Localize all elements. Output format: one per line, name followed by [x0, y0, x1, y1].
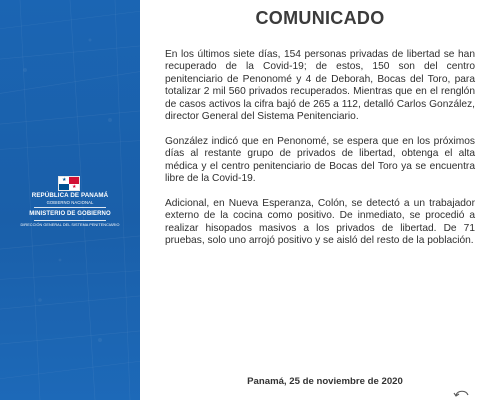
direccion-label: DIRECCIÓN GENERAL DEL SISTEMA PENITENCIARIO [20, 223, 120, 227]
document-body [165, 49, 475, 260]
curl-arrow-icon [453, 389, 471, 400]
sidebar-panel [0, 0, 140, 400]
dateline: Panamá, 25 de noviembre de 2020 [247, 376, 403, 387]
paragraph: González indicó que en Penonomé, se espera que en los próximos días al restante grupo de privados de libertad, obtenga el alta médica y el centro penitenciario de Bocas del Toro ya se encuentra libre de la Covid-19. [165, 135, 475, 185]
divider [34, 207, 106, 208]
gobierno-nacional-label: GOBIERNO NACIONAL [46, 200, 94, 205]
ministerio-label: MINISTERIO DE GOBIERNO [29, 211, 111, 217]
document-title: COMUNICADO [255, 8, 385, 28]
paragraph: En los últimos siete días, 154 personas privadas de libertad se han recuperado de la Covid-19; de estos, 150 son del centro penitenciario de Penonomé y 4 de Deborah, Bocas del Toro, para totalizar 2 mil 560 privados recuperados. Mientras que en el renglón de casos activos la cifra bajó de 265 a 112, detalló Carlos González, director General del Sistema Penitenciario. [165, 49, 475, 123]
paragraph: Adicional, en Nueva Esperanza, Colón, se detectó a un trabajador externo de la cocina como positivo. De inmediato, se procedió a realizar hisopados masivos a los privados de libertad. De 71 pruebas, solo uno arrojó positivo y se aisló del resto de la población. [165, 197, 475, 247]
panama-flag-icon: ★ ★ [58, 176, 80, 191]
divider [34, 220, 106, 221]
republica-label: REPÚBLICA DE PANAMÁ [31, 192, 109, 199]
